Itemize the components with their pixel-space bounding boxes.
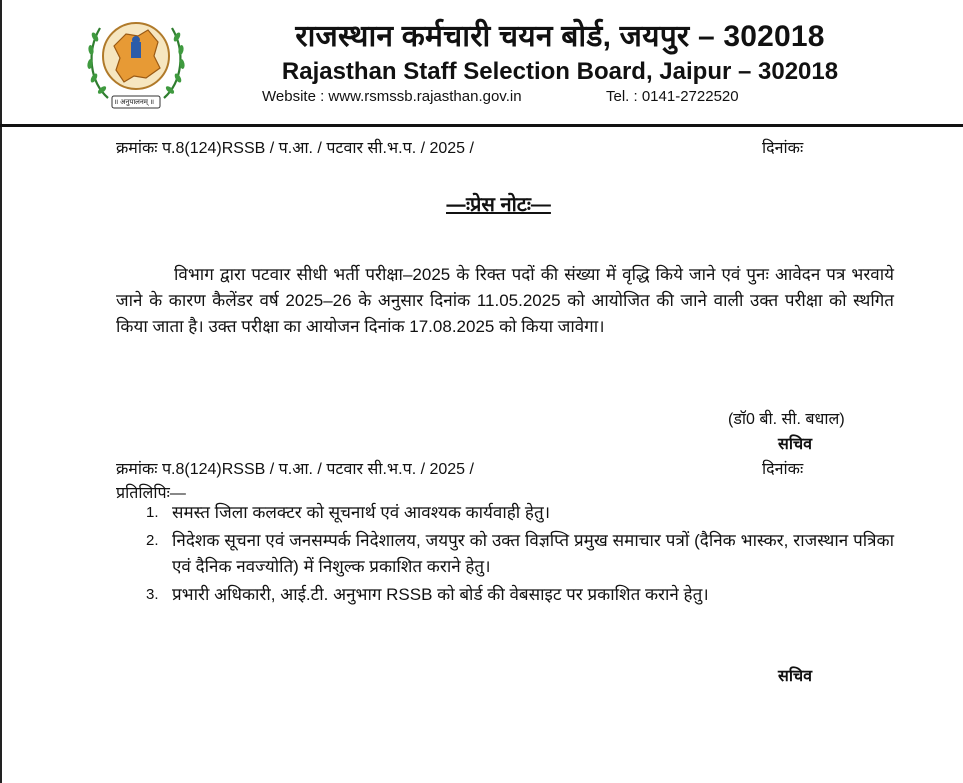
signatory-designation: सचिव bbox=[778, 436, 813, 453]
copy-recipients-list bbox=[116, 500, 894, 610]
emblem-motto: ॥ अनुपालनम् ॥ bbox=[114, 99, 155, 106]
list-item-number: 1. bbox=[146, 504, 159, 521]
list-item bbox=[116, 500, 894, 526]
final-designation: सचिव bbox=[778, 668, 813, 685]
reference-number: क्रमांकः प.8(124)RSSB / प.आ. / पटवार सी.भ.प. / 2025 / bbox=[116, 140, 474, 157]
website-text: Website : www.rsmssb.rajasthan.gov.in bbox=[262, 88, 522, 105]
list-item-text: प्रभारी अधिकारी, आई.टी. अनुभाग RSSB को बोर्ड की वेबसाइट पर प्रकाशित कराने हेतु। bbox=[172, 585, 709, 604]
signatory-name: (डॉ0 बी. सी. बधाल) bbox=[728, 411, 845, 428]
list-item-number: 2. bbox=[146, 532, 159, 549]
list-item bbox=[116, 582, 894, 608]
board-title-hindi: राजस्थान कर्मचारी चयन बोर्ड, जयपुर – 302018 bbox=[295, 20, 825, 53]
list-item-text: समस्त जिला कलक्टर को सूचनार्थ एवं आवश्यक कार्यवाही हेतु। bbox=[172, 503, 551, 522]
telephone-text: Tel. : 0141-2722520 bbox=[606, 88, 739, 105]
press-note-body: विभाग द्वारा पटवार सीधी भर्ती परीक्षा–2025 के रिक्त पदों की संख्या में वृद्धि किये जाने एवं पुनः आवेदन पत्र भरवाये जाने के कारण कैलेंडर वर्ष 2025–26 के अनुसार दिनांक 11.05.2025 को आयोजित की जाने वाली उक्त परीक्षा को स्थगित किया जाता है। उक्त परीक्षा का आयोजन दिनांक 17.08.2025 को किया जावेगा। bbox=[116, 265, 894, 336]
press-note-title: —ःप्रेस नोटः— bbox=[446, 194, 551, 216]
list-item bbox=[116, 528, 894, 580]
board-title-english: Rajasthan Staff Selection Board, Jaipur – 302018 bbox=[281, 58, 839, 85]
copy-reference-number: क्रमांकः प.8(124)RSSB / प.आ. / पटवार सी.भ.प. / 2025 / bbox=[116, 461, 474, 478]
list-item-number: 3. bbox=[146, 586, 159, 603]
date-label: दिनांकः bbox=[762, 140, 804, 157]
list-item-text: निदेशक सूचना एवं जनसम्पर्क निदेशालय, जयपुर को उक्त विज्ञप्ति प्रमुख समाचार पत्रों (दैनिक भास्कर, राजस्थान पत्रिका एवं दैनिक नवज्योति) में निशुल्क प्रकाशित कराने हेतु। bbox=[172, 531, 894, 576]
letterhead bbox=[0, 0, 963, 128]
copy-date-label: दिनांकः bbox=[762, 461, 804, 478]
copy-to-label: प्रतिलिपिः— bbox=[116, 485, 186, 502]
header-divider bbox=[0, 124, 963, 127]
